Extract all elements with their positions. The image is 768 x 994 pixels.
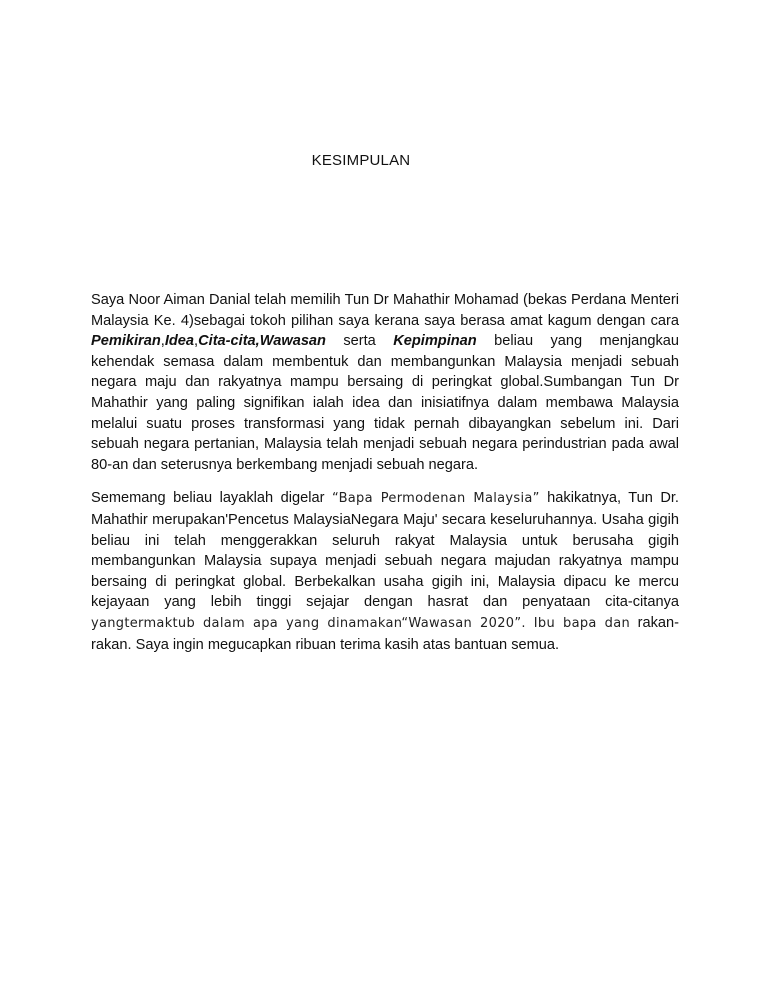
document-body xyxy=(91,290,679,668)
keyword-kepimpinan: Kepimpinan xyxy=(393,333,477,350)
document-title: KESIMPULAN xyxy=(311,152,411,169)
keyword-separator-2: , xyxy=(194,333,199,350)
paragraph-2 xyxy=(91,488,679,655)
paragraph-2-text-b: hakikatnya, Tun Dr. Mahathir merupakan'Pencetus MalaysiaNegara Maju' secara keseluruhannya. Usaha gigih beliau ini telah menggerakkan seluruh rakyat Malaysia untuk berusaha gigih membangunkan Malaysia supaya menjadi sebuah negara majudan rakyatnya mampu bersaing di peringkat global. Berbekalkan usaha gigih ini, Malaysia dipacu ke mercu kejayaan yang lebih tinggi sejajar dengan hasrat dan penyataan cita-citanya xyxy=(91,490,679,611)
quote-wawasan-2020: yangtermaktub dalam apa yang dinamakan“Wawasan 2020”. Ibu bapa dan xyxy=(91,615,631,631)
paragraph-1-text-a: Saya Noor Aiman Danial telah memilih Tun Dr Mahathir Mohamad (bekas Perdana Menteri Malaysia Ke. 4)sebagai tokoh pilihan saya kerana saya berasa amat kagum dengan cara xyxy=(91,292,679,329)
keyword-pemikiran: Pemikiran xyxy=(91,333,161,350)
keyword-cita-cita-wawasan: Cita-cita,Wawasan xyxy=(198,333,326,350)
paragraph-1-text-c: beliau yang menjangkau kehendak semasa dalam membentuk dan membangunkan Malaysia menjadi sebuah negara maju dan rakyatnya mampu bersaing di peringkat global.Sumbangan Tun Dr Mahathir yang paling signifikan ialah idea dan inisiatifnya dalam membawa Malaysia melalui suatu proses transformasi yang tidak pernah dibayangkan sebelum ini. Dari sebuah negara pertanian, Malaysia telah menjadi sebuah negara perindustrian pada awal 80-an dan seterusnya berkembang menjadi sebuah negara. xyxy=(91,333,679,473)
paragraph-1 xyxy=(91,290,679,475)
quote-bapa-permodenan: “Bapa Permodenan Malaysia” xyxy=(331,491,540,507)
paragraph-1-text-b: serta xyxy=(325,333,394,350)
paragraph-2-text-a: Sememang beliau layaklah digelar xyxy=(91,490,332,507)
keyword-idea: Idea xyxy=(164,333,195,350)
paragraph-2-text-c: rakan-rakan. Saya ingin megucapkan ribuan terima kasih atas bantuan semua. xyxy=(91,614,680,653)
keyword-separator-1: , xyxy=(160,333,165,350)
